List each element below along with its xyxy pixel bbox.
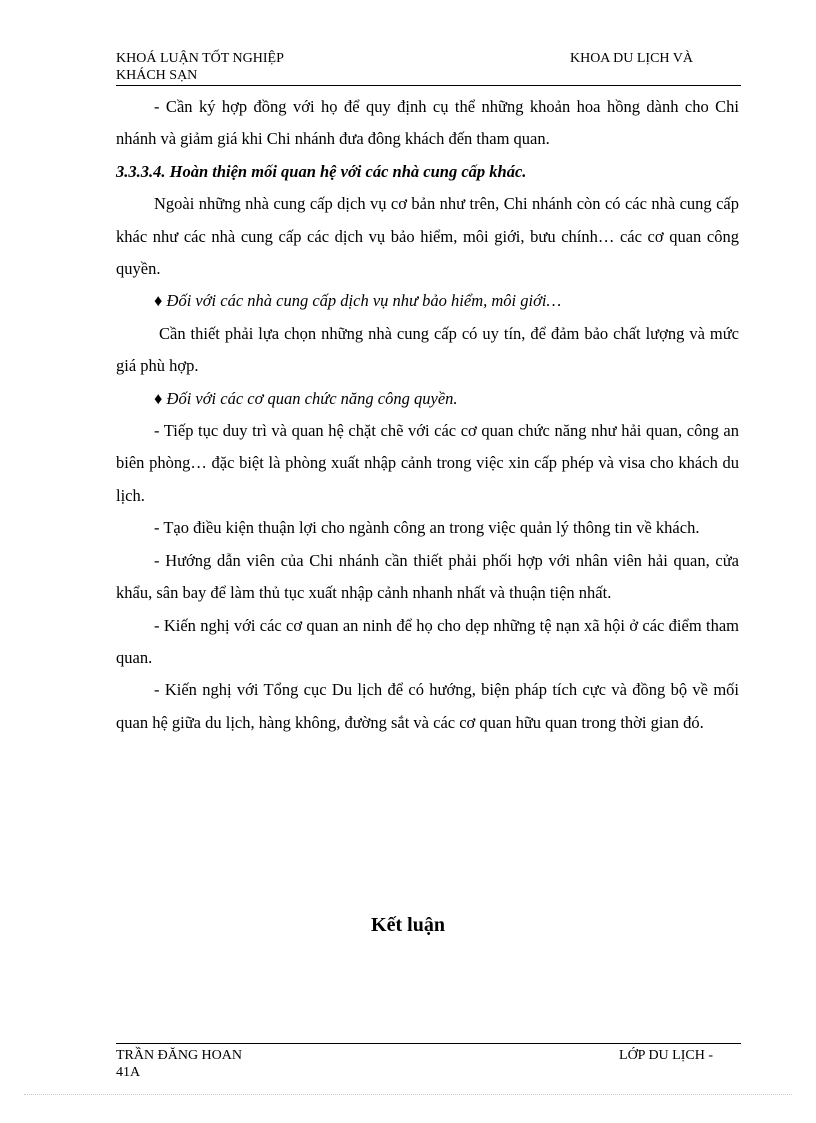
paragraph-select-suppliers: Cần thiết phải lựa chọn những nhà cung cấp có uy tín, để đảm bảo chất lượng và mức giá phù hợp. <box>116 323 739 376</box>
conclusion-title: Kết luận <box>371 914 445 936</box>
section-heading: 3.3.3.4. Hoàn thiện mối quan hệ với các nhà cung cấp khác. <box>116 161 527 181</box>
bullet-insurance-brokers: ♦ Đối với các nhà cung cấp dịch vụ như bảo hiểm, môi giới… <box>154 291 562 311</box>
paragraph-other-suppliers: Ngoài những nhà cung cấp dịch vụ cơ bản như trên, Chi nhánh còn có các nhà cung cấp khác như các nhà cung cấp các dịch vụ bảo hiểm, môi giới, bưu chính… các cơ quan công quyền. <box>116 194 739 279</box>
footer-line2: 41A <box>116 1065 141 1080</box>
header-line2: KHÁCH SẠN <box>116 68 198 83</box>
page-footer <box>116 1043 741 1081</box>
page-edge-divider <box>24 1094 792 1095</box>
paragraph-contract: - Cần ký hợp đồng với họ để quy định cụ thể những khoản hoa hồng dành cho Chi nhánh và giảm giá khi Chi nhánh đưa đông khách đến tham quan. <box>116 97 739 149</box>
bullet-authorities: ♦ Đối với các cơ quan chức năng công quyền. <box>154 388 458 408</box>
paragraph-police-support: - Tạo điều kiện thuận lợi cho ngành công an trong việc quản lý thông tin về khách. <box>154 518 700 538</box>
paragraph-security-proposal: - Kiến nghị với các cơ quan an ninh để họ cho dẹp những tệ nạn xã hội ở các điểm tham quan. <box>116 615 739 667</box>
paragraph-maintain-relations: - Tiếp tục duy trì và quan hệ chặt chẽ với các cơ quan chức năng như hải quan, công an biên phòng… đặc biệt là phòng xuất nhập cảnh trong việc xin cấp phép và visa cho khách du lịch. <box>116 421 739 505</box>
paragraph-tourism-proposal: - Kiến nghị với Tổng cục Du lịch để có hướng, biện pháp tích cực và đồng bộ về mối quan hệ giữa du lịch, hàng không, đường sắt và các cơ quan hữu quan trong thời gian đó. <box>116 680 739 732</box>
page-header <box>116 50 741 86</box>
header-right: KHOA DU LỊCH VÀ <box>569 51 693 66</box>
footer-left: TRẦN ĐĂNG HOAN <box>116 1048 242 1063</box>
header-left: KHOÁ LUẬN TỐT NGHIỆP <box>116 51 284 66</box>
document-body <box>116 91 739 739</box>
footer-right: LỚP DU LỊCH - <box>619 1048 713 1063</box>
paragraph-guide-coordination: - Hướng dẫn viên của Chi nhánh cần thiết phải phối hợp với nhân viên hải quan, cửa khẩu, sân bay để làm thủ tục xuất nhập cảnh nhanh nhất và thuận tiện nhất. <box>116 550 739 603</box>
